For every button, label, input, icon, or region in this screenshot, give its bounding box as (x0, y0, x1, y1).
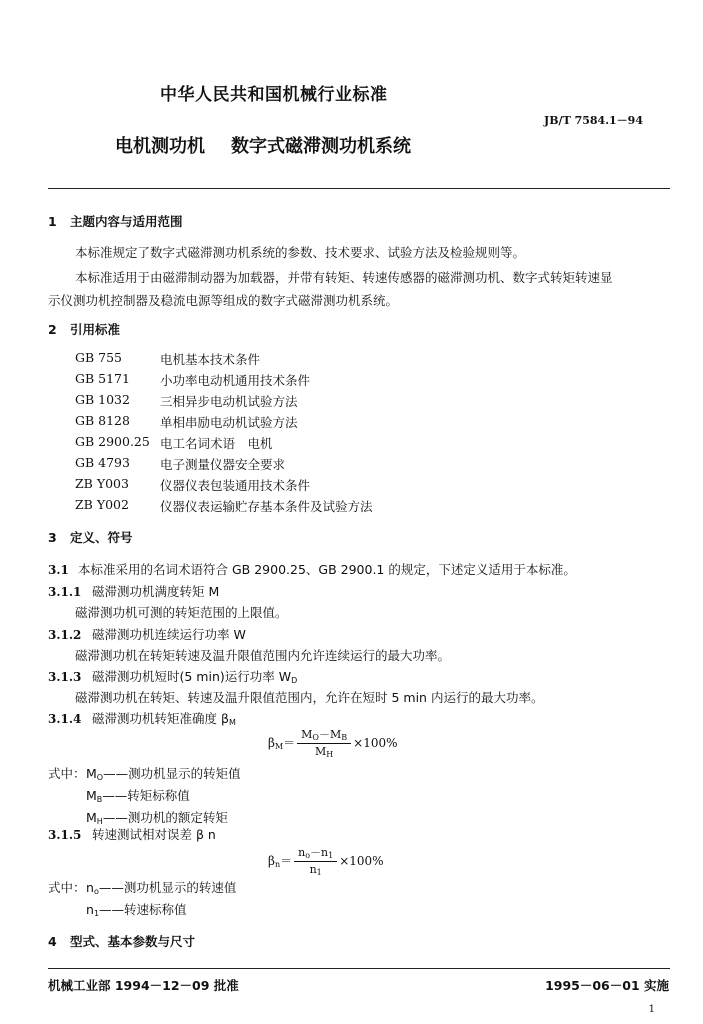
variable-sub: O (96, 773, 104, 782)
clause-title: 磁滞测功机短时(5 min)运行功率 W (92, 669, 292, 684)
reference-title: 仪器仪表包装通用技术条件 (160, 478, 311, 493)
clause-3-1-4 (48, 709, 236, 727)
variable-desc: ——测功机的额定转矩 (102, 810, 228, 825)
reference-title: 电子测量仪器安全要求 (160, 457, 286, 472)
formula-tail: ×100% (353, 735, 398, 750)
clause-number: 3.1 (48, 563, 69, 577)
reference-title: 电机基本技术条件 (160, 352, 261, 367)
clause-title: 磁滞测功机转矩准确度 β (92, 711, 229, 726)
reference-code: GB 8128 (75, 413, 130, 428)
formula-tail: ×100% (339, 853, 384, 868)
variable-definition (86, 764, 241, 782)
clause-title-subscript: D (291, 676, 298, 685)
formula-fraction (294, 844, 337, 877)
section-title: 定义、符号 (70, 530, 133, 545)
section-number: 3 (48, 530, 57, 545)
section-1-paragraph-2-line-2: 示仪测功机控制器及稳流电源等组成的数字式磁滞测功机系统。 (48, 293, 399, 308)
variable-desc: ——转矩标称值 (102, 788, 190, 803)
reference-code: GB 2900.25 (75, 434, 150, 449)
variable-definition (86, 786, 190, 804)
formula-lhs: $\beta_n=$ (268, 854, 293, 869)
variable-sym: n (86, 880, 94, 895)
page-number: 1 (648, 1004, 655, 1015)
clause-title: 磁滞测功机连续运行功率 W (92, 627, 246, 642)
reference-code: GB 1032 (75, 392, 130, 407)
section-4-heading (48, 932, 195, 950)
section-number: 1 (48, 214, 57, 229)
clause-3-1-1-description: 磁滞测功机可测的转矩范围的上限值。 (75, 605, 288, 620)
footer-divider (48, 968, 670, 969)
section-1-heading (48, 212, 183, 230)
variable-desc: ——转速标称值 (99, 902, 187, 917)
section-number: 4 (48, 934, 57, 949)
variable-desc: ——测功机显示的转矩值 (103, 766, 241, 781)
variable-sub: B (96, 795, 103, 804)
variable-sym: M (86, 788, 97, 803)
formula-numerator: $M_O-M_B$ (297, 726, 351, 744)
approval-note: 机械工业部 1994－12－09 批准 (48, 978, 239, 993)
clause-3-1-5 (48, 825, 216, 843)
effective-date: 1995－06－01 实施 (545, 978, 669, 993)
standard-code: JB/T 7584.1－94 (544, 114, 643, 127)
variable-sym: M (86, 766, 97, 781)
variable-definition (86, 900, 187, 918)
formula-numerator: $n_o-n_1$ (294, 844, 337, 862)
variable-sub: H (96, 817, 103, 826)
section-3-heading (48, 528, 133, 546)
formula-torque-accuracy (268, 726, 398, 759)
document-title (115, 132, 411, 158)
section-number: 2 (48, 322, 57, 337)
header-divider (48, 188, 670, 189)
clause-3-1-3-description: 磁滞测功机在转矩、转速及温升限值范围内，允许在短时 5 min 内运行的最大功率。 (75, 690, 544, 705)
reference-title: 单相串励电动机试验方法 (160, 415, 298, 430)
clause-number: 3.1.2 (48, 628, 82, 642)
variable-definition (86, 878, 236, 896)
reference-title: 电工名词术语 电机 (160, 436, 273, 451)
reference-title: 三相异步电动机试验方法 (160, 394, 298, 409)
clause-3-1-2-description: 磁滞测功机在转矩转速及温升限值范围内允许连续运行的最大功率。 (75, 648, 451, 663)
where-label-2: 式中： (48, 880, 86, 895)
variable-sym: M (86, 810, 97, 825)
clause-3-1-1 (48, 582, 219, 600)
clause-number: 3.1.1 (48, 585, 82, 599)
title-part-2: 数字式磁滞测功机系统 (231, 136, 411, 157)
reference-code: GB 5171 (75, 371, 130, 386)
reference-code: ZB Y003 (75, 476, 129, 491)
formula-denominator: $n_1$ (309, 863, 322, 877)
variable-sub: 1 (93, 909, 100, 918)
clause-title-subscript: M (228, 718, 236, 727)
formula-lhs: $\beta_M=$ (268, 736, 296, 751)
where-label: 式中： (48, 766, 86, 781)
reference-code: ZB Y002 (75, 497, 129, 512)
issuing-organization: 中华人民共和国机械行业标准 (160, 85, 388, 105)
section-title: 主题内容与适用范围 (70, 214, 183, 229)
reference-code: GB 4793 (75, 455, 130, 470)
clause-number: 3.1.5 (48, 828, 82, 842)
section-2-heading (48, 320, 120, 338)
reference-code: GB 755 (75, 350, 123, 365)
section-1-paragraph-2-line-1: 本标准适用于由磁滞制动器为加载器，并带有转矩、转速传感器的磁滞测功机、数字式转矩转速显 (75, 270, 613, 285)
clause-number: 3.1.4 (48, 712, 82, 726)
reference-title: 小功率电动机通用技术条件 (160, 373, 311, 388)
variable-desc: ——测功机显示的转速值 (98, 880, 237, 895)
clause-number: 3.1.3 (48, 670, 82, 684)
clause-3-1-2 (48, 625, 246, 643)
title-part-1: 电机测功机 (115, 136, 205, 157)
formula-denominator: $M_H$ (315, 745, 334, 759)
clause-text: 本标准采用的名词术语符合 GB 2900.25、GB 2900.1 的规定，下述定义适用于本标准。 (78, 562, 576, 577)
reference-title: 仪器仪表运输贮存基本条件及试验方法 (160, 499, 373, 514)
variable-sub: o (93, 887, 99, 896)
clause-3-1-3 (48, 667, 297, 685)
variable-sym: n (86, 902, 94, 917)
clause-title: 磁滞测功机满度转矩 M (92, 584, 220, 599)
section-title: 引用标准 (70, 322, 121, 337)
formula-speed-error (268, 844, 384, 877)
section-title: 型式、基本参数与尺寸 (70, 934, 196, 949)
clause-title: 转速测试相对误差 β n (92, 827, 216, 842)
section-1-paragraph-1: 本标准规定了数字式磁滞测功机系统的参数、技术要求、试验方法及检验规则等。 (75, 245, 526, 260)
variable-definition (86, 808, 228, 826)
clause-3-1 (48, 560, 576, 578)
formula-fraction (297, 726, 351, 759)
